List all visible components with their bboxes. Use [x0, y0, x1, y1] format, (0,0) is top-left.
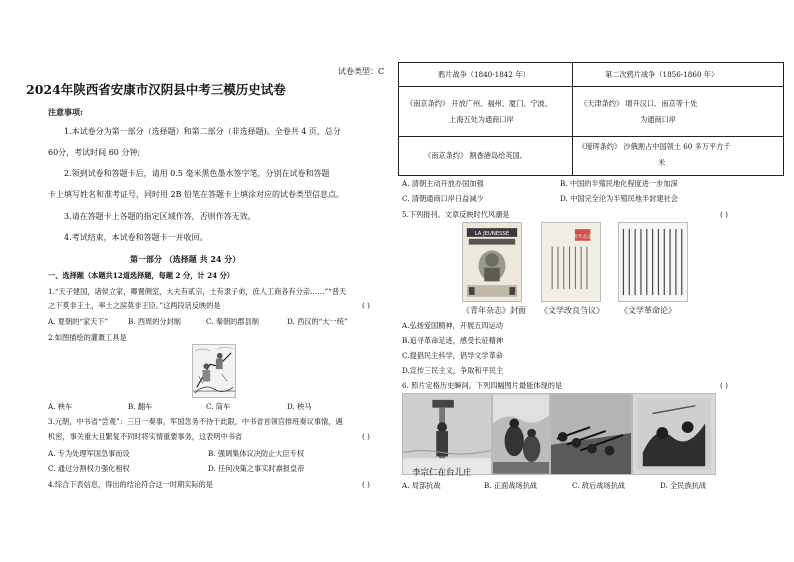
q5-option-a: A.弘扬爱国精神，开展五四运动 — [402, 321, 503, 330]
q2-option-c: C. 筒车 — [206, 402, 231, 411]
notes-line-3: 2.领到试卷和答题卡后，请用 0.5 毫米黑色墨水签字笔，分别在试卷和答题 — [64, 169, 330, 178]
table-cell-r1c2-line1: 《天津条约》 增开汉口、南京等十处 — [580, 99, 698, 108]
q6-option-b: B. 正面战场抗战 — [484, 481, 537, 490]
notes-line-5: 3.请在答题卡上各题的指定区域作答，否则作答无效。 — [64, 212, 256, 221]
part1-heading: 第一部分 （选择题 共 24 分） — [130, 254, 241, 264]
q1-option-c: C. 秦朝的郡县制 — [206, 317, 259, 326]
table-cell-r2c1: 《南京条约》 割香港岛给英国。 — [424, 151, 527, 160]
q2-option-a: A. 秧车 — [48, 402, 73, 411]
table-cell-r1c1-line2: 上海五处为通商口岸 — [449, 115, 514, 124]
q3-option-c: C. 通过分割权力强化相权 — [48, 464, 130, 473]
q4-answer-paren: ( ) — [362, 480, 370, 489]
q1-stem-line1: 1.“天子建国，诸侯立家，卿置侧室，大夫有贰宗，士有隶子弟，庶人工商各有分亲……”“普天 — [48, 287, 347, 296]
q3-stem-line1: 3.元朝，中书省“尝观”：三日一奏事，军国急务不待于此限，中书省首领官排班奏议事情，遇 — [48, 417, 343, 426]
q6-option-d: D. 全民族抗战 — [660, 481, 707, 490]
notes-line-2: 60分，考试时间 60 分钟; — [48, 148, 141, 157]
q6-option-a: A. 局部抗战 — [402, 481, 441, 490]
table-cell-r2c2-line2: 米 — [658, 158, 666, 167]
magazine-title-text: 青年杂志 — [572, 234, 593, 240]
table-cell-r1c2-line2: 为通商口岸 — [640, 115, 676, 124]
q6-answer-paren: ( ) — [720, 381, 728, 390]
guerrilla-fight-photo — [550, 393, 632, 475]
section-heading: 一、选择题（本题共12道选择题，每题 2 分，计 24 分） — [48, 271, 234, 280]
q2-stem: 2.如图描绘的灌溉工具是 — [48, 333, 127, 342]
notes-line-4: 卡上填写姓名和准考证号，同时用 2B 铅笔在答题卡上填涂对应的试卷类型信息点。 — [48, 190, 345, 199]
q6-photo-caption: 李宗仁在台儿庄 — [412, 468, 472, 478]
q4-option-d: D. 中国完全沦为半殖民地半封建社会 — [560, 194, 678, 203]
la-jeunesse-cover-image — [462, 222, 522, 302]
q1-option-b: B. 西周的分封制 — [128, 317, 181, 326]
q3-stem-line2: 机密，事关重大且繁复不同时将实情重要事务，这表明中书省 — [48, 432, 243, 441]
frontline-battle-photo — [492, 393, 550, 475]
table-row-divider-2 — [398, 136, 784, 137]
notes-line-6: 4.考试结束，本试卷和答题卡一并收回。 — [64, 233, 208, 242]
mass-resistance-photo — [632, 393, 716, 475]
irrigation-tool-illustration — [192, 344, 236, 398]
q1-option-d: D. 西汉的“大一统” — [287, 317, 348, 326]
page-title: 2024年陕西省安康市汉阴县中考三模历史试卷 — [26, 82, 286, 97]
q2-option-b: B. 翻车 — [128, 402, 153, 411]
table-cell-r1c1-line1: 《南京条约》 开放广州、福州、厦门、宁波、 — [406, 99, 553, 108]
q4-option-b: B. 中国的半殖民地化程度进一步加深 — [560, 179, 678, 188]
q4-option-c: C. 清朝通商口岸日益减少 — [402, 194, 484, 203]
q1-option-a: A. 夏朝的“家天下” — [48, 317, 109, 326]
q2-option-d: D. 秧马 — [287, 402, 312, 411]
q1-answer-paren: ( ) — [362, 301, 370, 310]
q6-stem: 6. 照片定格历史瞬间。下列四幅图片最能体现的是 — [402, 381, 563, 390]
q5-answer-paren: ( ) — [720, 210, 728, 219]
notes-heading: 注意事项: — [48, 107, 83, 117]
q5-caption-2: 《文学改良刍议》 — [540, 306, 604, 315]
q5-option-d: D.宣传三民主义，争取和平民主 — [402, 366, 504, 375]
table-row-divider-1 — [398, 86, 784, 87]
q5-caption-3: 《文学革命论》 — [620, 306, 676, 315]
table-header-first-war: 鸦片战争（1840-1842 年） — [438, 70, 530, 79]
q5-option-b: B.追寻革命足迹，感受长征精神 — [402, 336, 504, 345]
literary-revolution-article-image — [618, 222, 688, 302]
q4-stem: 4.综合下表信息，得出的结论符合这一时期实际的是 — [48, 480, 213, 489]
table-header-second-war: 第二次鸦片战争（1856-1860 年） — [605, 70, 719, 79]
literary-reform-article-image — [541, 222, 601, 302]
q1-stem-line2: 之下莫非王土，率土之滨莫非王臣。”这两段话反映的是 — [48, 301, 221, 310]
notes-line-1: 1.本试卷分为第一部分（选择题）和第二部分（非选择题)。全卷共 4 页，总分 — [64, 127, 341, 136]
q3-option-d: D. 任何决策之事实时禀报皇帝 — [208, 464, 305, 473]
q3-answer-paren: ( ) — [362, 432, 370, 441]
q3-option-b: B. 强调集体议决防止大臣专权 — [208, 449, 305, 458]
q6-option-c: C. 敌后战场抗战 — [572, 481, 625, 490]
magazine-banner-text: LA JEUNESSE — [474, 230, 510, 237]
q5-stem: 5.下列报刊、文章反映时代风潮是 — [402, 210, 510, 219]
q3-option-a: A. 专为处理军国急事而设 — [48, 449, 130, 458]
table-cell-r2c2-line1: 《瑷珲条约》 沙俄割占中国领土 60 多万平方千 — [578, 142, 731, 151]
table-column-divider — [572, 62, 573, 176]
q4-option-a: A. 清朝主动开放办国加强 — [402, 179, 484, 188]
q5-caption-1: 《青年杂志》封面 — [462, 306, 526, 315]
taierzhuang-photo — [402, 393, 492, 475]
q5-option-c: C.提倡民主科学，倡导文学革命 — [402, 351, 503, 360]
exam-type-label: 试卷类型：C — [338, 67, 385, 76]
